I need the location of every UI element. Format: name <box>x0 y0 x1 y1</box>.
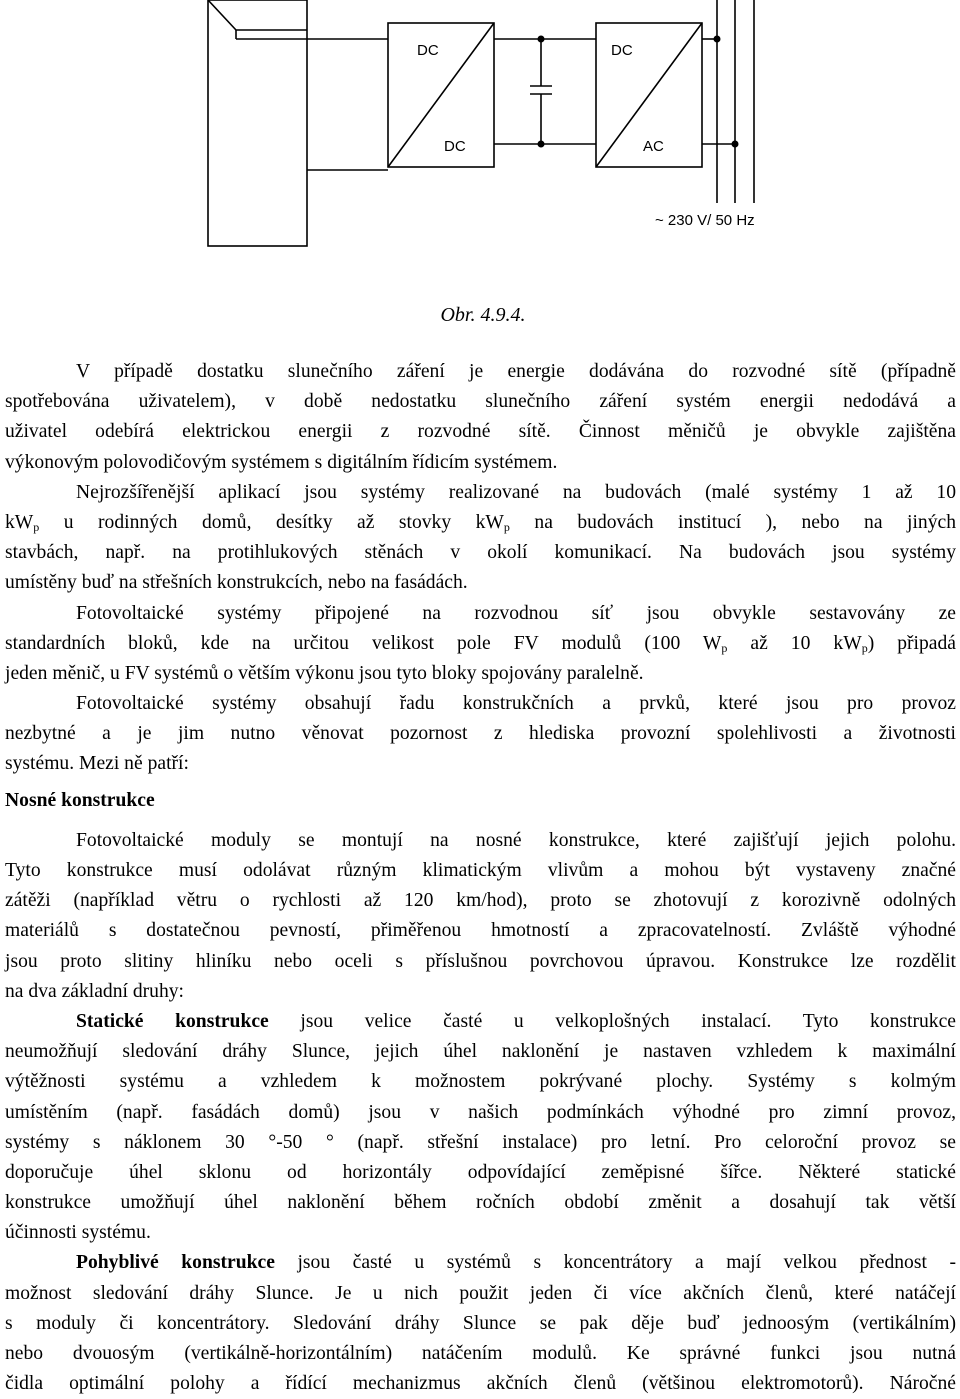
pv-panel-diagonal <box>208 0 307 30</box>
text-line: nezbytné a je jim nutno věnovat pozornost z hlediska provozní spolehlivosti a životnosti <box>5 723 956 745</box>
box1-top-label: DC <box>417 42 439 59</box>
text-line: uživatel odebírá elektrickou energii z rozvodné sítě. Činnost měničů je obvykle zajištěna <box>5 421 956 443</box>
text-line: umístěny buď na střešních konstrukcích, nebo na fasádách. <box>5 572 468 594</box>
text-line: nebo dvouosým (vertikálně-horizontálním) natáčením modulů. Ke správné funkci jsou nutná <box>5 1343 956 1364</box>
text-line: Fotovoltaické systémy připojené na rozvodnou síť jsou obvykle sestavovány ze <box>76 602 956 624</box>
text-line: s moduly či koncentrátory. Sledování dráhy Slunce se pak děje buď jednoosým (vertikálním) <box>5 1312 956 1334</box>
text-line: $kW_p$ u rodinných domů, desítky až stovky $kW_p$ na budovách institucí ), nebo na jiných <box>5 511 957 534</box>
text-line: zátěži (například větru o rychlosti až 120 km/hod), proto se zhotovují z korozivně odolných <box>5 890 956 912</box>
text-line: standardních bloků, kde na určitou velikost pole FV modulů (100 $W_p$ až 10 $kW_p$) připadá <box>5 632 956 655</box>
box1-bottom-label: DC <box>444 138 466 155</box>
text-line: spotřebována uživatelem), v době nedostatku slunečního záření systém energii nedodává a <box>5 391 956 413</box>
text-line: systému. Mezi ně patří: <box>5 753 189 775</box>
text-line: jeden měnič, u FV systémů o větším výkonu jsou tyto bloky spojovány paralelně. <box>5 662 644 684</box>
text-line: výtěžnosti systému a vzhledem k možnostem pokrývané plochy. Systémy s kolmým <box>5 1071 956 1093</box>
text-line: Fotovoltaické systémy obsahují řadu konstrukčních a prvků, které jsou pro provoz <box>76 693 956 715</box>
text-line: neumožňují sledování dráhy Slunce, jejich úhel naklonění je nastaven vzhledem k maximální <box>5 1041 956 1063</box>
text-line: účinnosti systému. <box>5 1222 151 1244</box>
text-line: Statické konstrukce jsou velice časté u velkoplošných instalací. Tyto konstrukce <box>76 1010 956 1032</box>
text-line: materiálů s dostatečnou pevností, přiměřenou hmotností a zpracovatelností. Zvláště výhodné <box>5 920 956 942</box>
text-line: stavbách, např. na protihlukových stěnách v okolí komunikací. Na budovách jsou systémy <box>5 542 956 564</box>
text-line: na dva základní druhy: <box>5 980 185 1002</box>
pv-panel-symbol <box>208 0 307 246</box>
box2-top-label: DC <box>611 42 633 59</box>
text-line: jsou proto slitiny hliníku nebo oceli s příslušnou povrchovou úpravou. Konstrukce lze rozdělit <box>5 950 956 972</box>
text-line: možnost sledování dráhy Slunce. Je u nich použit jeden či více akčních členů, které natáčejí <box>5 1282 956 1304</box>
grid-voltage-label: ~ 230 V/ 50 Hz <box>655 212 755 229</box>
text-line: Tyto konstrukce musí odolávat různým klimatickým vlivům a mohou být vystaveny značné <box>5 860 956 881</box>
text-line: čidla optimální polohy a řídící mechanizmus akčních členů (většinou elektromotorů). Náročné <box>5 1373 956 1395</box>
figure-caption: Obr. 4.9.4. <box>440 304 526 326</box>
text-line: konstrukce umožňují úhel naklonění během ročních období změnit a dosahují tak větší <box>5 1192 956 1214</box>
text-line: systémy s náklonem 30 °-50 ° (např. střešní instalace) pro letní. Pro celoroční provoz se <box>5 1131 956 1153</box>
text-line: výkonovým polovodičovým systémem s digitálním řídicím systémem. <box>5 451 558 473</box>
inverter-block-diagram <box>0 0 960 290</box>
text-line: Pohyblivé konstrukce jsou časté u systémů s koncentrátory a mají velkou přednost - <box>76 1252 956 1274</box>
body-text <box>5 357 956 1399</box>
text-line: Nejrozšířenější aplikací jsou systémy realizované na budovách (malé systémy 1 až 10 <box>76 481 956 503</box>
text-line: doporučuje úhel sklonu od horizontály odpovídající zeměpisné šířce. Některé statické <box>5 1161 956 1183</box>
text-line: Fotovoltaické moduly se montují na nosné konstrukce, které zajišťují jejich polohu. <box>76 829 956 851</box>
text-line: V případě dostatku slunečního záření je energie dodávána do rozvodné sítě (případně <box>76 361 956 382</box>
box2-bottom-label: AC <box>643 138 664 155</box>
section-heading: Nosné konstrukce <box>5 789 155 811</box>
text-line: umístěním (např. fasádách domů) jsou v našich podmínkách výhodné pro zimní provoz, <box>5 1101 956 1123</box>
